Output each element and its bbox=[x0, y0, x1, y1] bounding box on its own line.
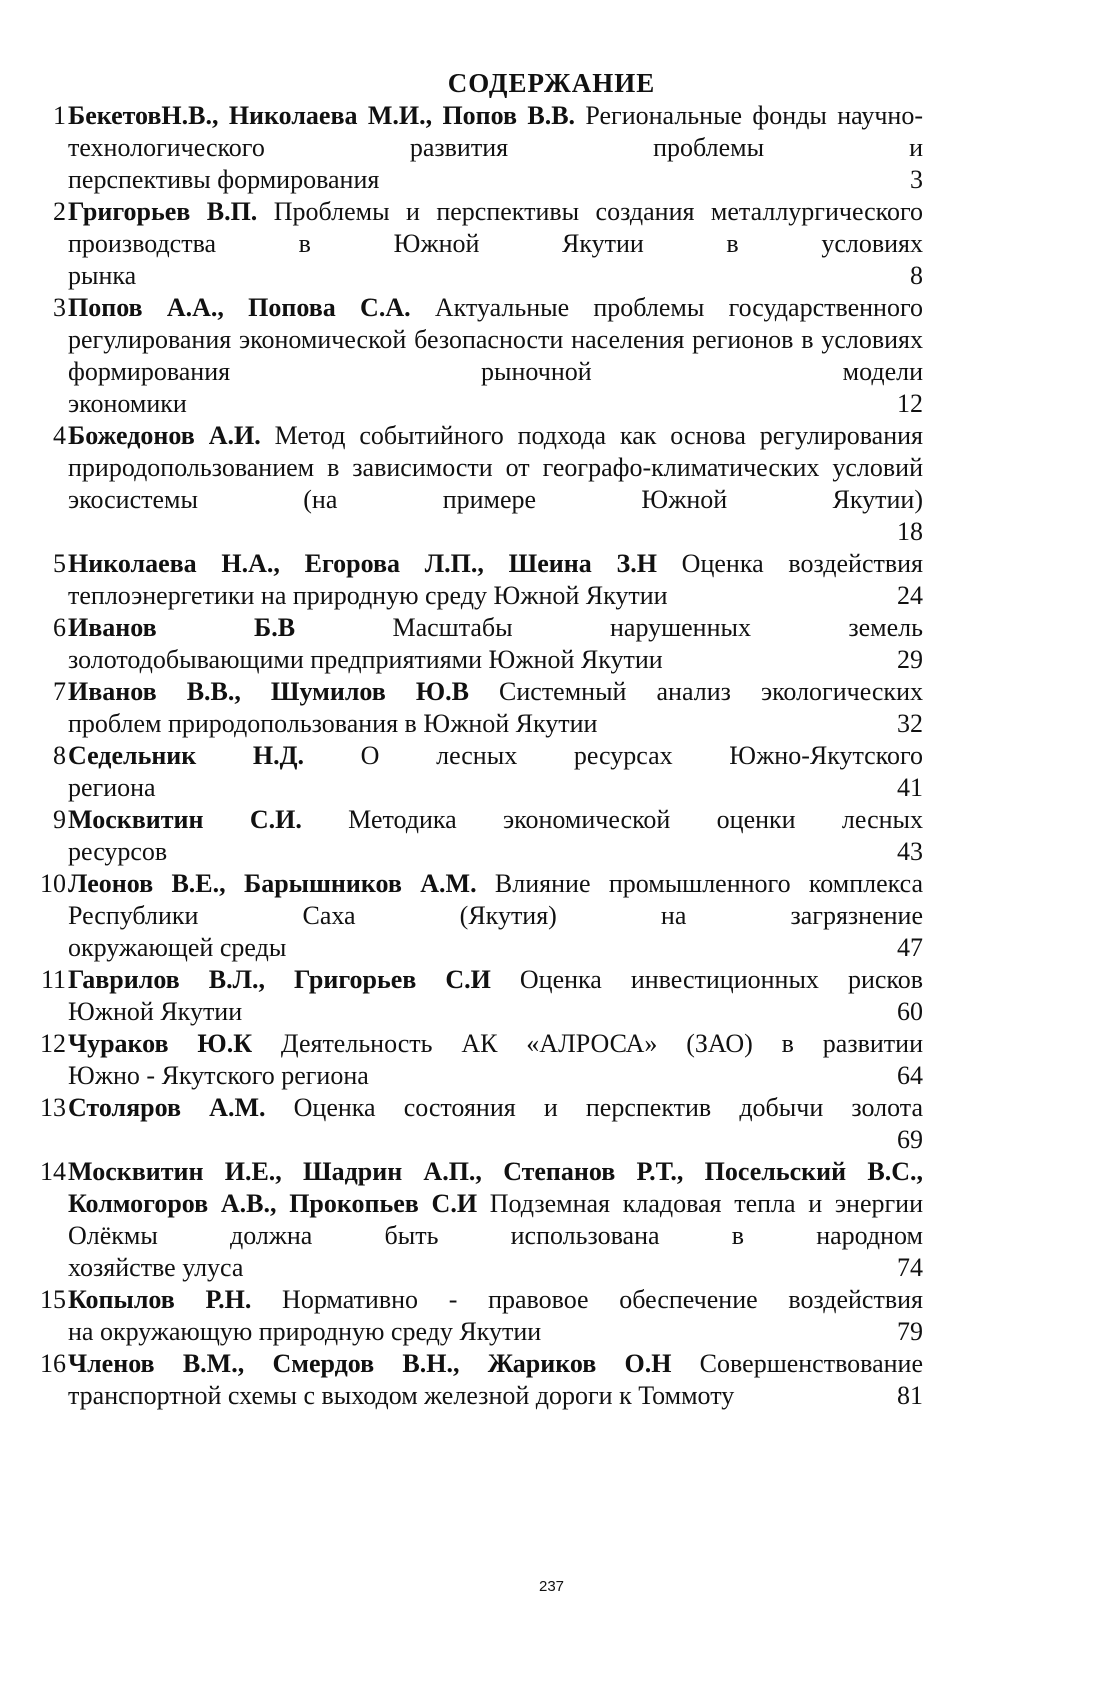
entry-title-end: проблем природопользования в Южной Якутии bbox=[68, 709, 598, 738]
entry-authors: Попов А.А., Попова С.А. bbox=[68, 293, 411, 322]
entry-title-end: экономики bbox=[68, 389, 187, 418]
toc-entry bbox=[0, 196, 1103, 292]
entry-title-end: на окружающую природную среду Якутии bbox=[68, 1317, 542, 1346]
entry-last-line bbox=[68, 1060, 923, 1092]
entry-title-end: окружающей среды bbox=[68, 933, 287, 962]
entry-text bbox=[68, 804, 923, 836]
entry-title: Масштабы нарушенных земель bbox=[295, 613, 924, 642]
entry-number: 1 bbox=[53, 101, 66, 130]
entry-text bbox=[68, 1156, 923, 1252]
entry-number: 15 bbox=[40, 1285, 66, 1314]
entry-last-line bbox=[68, 516, 923, 548]
entry-title-end: транспортной схемы с выходом железной дороги к Томмоту bbox=[68, 1381, 735, 1410]
entry-number: 4 bbox=[53, 421, 66, 450]
entry-last-line bbox=[68, 1316, 923, 1348]
entry-last-line bbox=[68, 580, 923, 612]
toc-entry bbox=[0, 420, 1103, 548]
entry-authors: Столяров А.М. bbox=[68, 1093, 266, 1122]
entry-authors: Копылов Р.Н. bbox=[68, 1285, 252, 1314]
entry-title: Деятельность АК «АЛРОСА» (ЗАО) в развитии bbox=[252, 1029, 923, 1058]
entry-title: Совершенствование bbox=[671, 1349, 924, 1378]
entry-last-line bbox=[68, 1124, 923, 1156]
entry-authors: БекетовН.В., Николаева М.И., Попов В.В. bbox=[68, 101, 576, 130]
entry-number: 12 bbox=[40, 1029, 66, 1058]
entry-title: Проблемы и перспективы создания металлургического производства в Южной Якутии в условиях bbox=[68, 197, 924, 258]
entry-title-end: Южной Якутии bbox=[68, 997, 243, 1026]
entry-page: 3 bbox=[910, 165, 923, 194]
entry-text bbox=[68, 1284, 923, 1316]
entry-authors: Григорьев В.П. bbox=[68, 197, 258, 226]
entry-authors: Членов В.М., Смердов В.Н., Жариков О.Н bbox=[68, 1349, 672, 1378]
entry-number: 5 bbox=[53, 549, 66, 578]
toc-entry bbox=[0, 1348, 1103, 1412]
entry-authors: Гаврилов В.Л., Григорьев С.И bbox=[68, 965, 491, 994]
entry-number: 8 bbox=[53, 741, 66, 770]
entry-last-line bbox=[68, 996, 923, 1028]
entry-text bbox=[68, 964, 923, 996]
entry-number: 13 bbox=[40, 1093, 66, 1122]
entry-page: 8 bbox=[910, 261, 923, 290]
entry-last-line bbox=[68, 388, 923, 420]
entry-number: 11 bbox=[40, 965, 66, 994]
entry-authors: Иванов В.В., Шумилов Ю.В bbox=[68, 677, 469, 706]
entry-title-end: ресурсов bbox=[68, 837, 168, 866]
entry-text bbox=[68, 100, 923, 164]
entry-title: Нормативно - правовое обеспечение воздействия bbox=[251, 1285, 923, 1314]
toc-entry bbox=[0, 292, 1103, 420]
toc-entry bbox=[0, 548, 1103, 612]
entry-page: 60 bbox=[897, 997, 923, 1026]
entry-text bbox=[68, 420, 923, 516]
entry-authors: Иванов Б.В bbox=[68, 613, 296, 642]
entry-page: 12 bbox=[897, 389, 923, 418]
entry-last-line bbox=[68, 260, 923, 292]
entry-title: Региональные фонды научно-технологического развития проблемы и bbox=[68, 101, 923, 162]
toc-entry bbox=[0, 676, 1103, 740]
entry-last-line bbox=[68, 644, 923, 676]
entry-page: 69 bbox=[897, 1125, 923, 1154]
entry-page: 29 bbox=[897, 645, 923, 674]
entry-text bbox=[68, 1348, 923, 1380]
entry-authors: Леонов В.Е., Барышников А.М. bbox=[68, 869, 477, 898]
entry-title-end: перспективы формирования bbox=[68, 165, 380, 194]
entry-title: Подземная кладовая тепла и энергии Олёкмы должна быть использована в народном bbox=[68, 1189, 923, 1250]
entry-title: Метод событийного подхода как основа регулирования природопользованием в зависимости от географо-климатических условий экосистемы (на примере Южной Якутии) bbox=[68, 421, 923, 514]
toc-entry bbox=[0, 1092, 1103, 1156]
entry-last-line bbox=[68, 1380, 923, 1412]
toc-entry bbox=[0, 1156, 1103, 1284]
entry-title: Системный анализ экологических bbox=[468, 677, 923, 706]
toc-entry bbox=[0, 1028, 1103, 1092]
entry-last-line bbox=[68, 932, 923, 964]
entry-title-end: рынка bbox=[68, 261, 137, 290]
entry-last-line bbox=[68, 772, 923, 804]
entry-title-end: хозяйстве улуса bbox=[68, 1253, 244, 1282]
entry-title: Оценка инвестиционных рисков bbox=[490, 965, 923, 994]
page-number: 237 bbox=[538, 1578, 565, 1595]
entry-page: 41 bbox=[897, 773, 923, 802]
entry-number: 16 bbox=[40, 1349, 66, 1378]
entry-authors: Москвитин С.И. bbox=[68, 805, 302, 834]
entry-text bbox=[68, 292, 923, 388]
entry-text bbox=[68, 868, 923, 932]
entry-title: Оценка воздействия bbox=[656, 549, 923, 578]
entry-title-end: золотодобывающими предприятиями Южной Якутии bbox=[68, 645, 663, 674]
entry-text bbox=[68, 1092, 923, 1124]
entry-title-end: Южно - Якутского региона bbox=[68, 1061, 369, 1090]
toc-heading: СОДЕРЖАНИЕ bbox=[447, 68, 656, 98]
entry-page: 79 bbox=[897, 1317, 923, 1346]
entry-text bbox=[68, 612, 923, 644]
entry-authors: Москвитин И.Е., Шадрин А.П., Степанов Р.Т., Посельский В.С., Колмогоров А.В., Прокопьев С.И bbox=[68, 1157, 923, 1218]
toc-entry bbox=[0, 868, 1103, 964]
toc-entry bbox=[0, 964, 1103, 1028]
entry-page: 74 bbox=[897, 1253, 923, 1282]
entry-text bbox=[68, 740, 923, 772]
entry-title: Методика экономической оценки лесных bbox=[301, 805, 923, 834]
entry-text bbox=[68, 196, 923, 260]
entry-number: 2 bbox=[53, 197, 66, 226]
entry-number: 3 bbox=[53, 293, 66, 322]
toc-entry bbox=[0, 612, 1103, 676]
entry-last-line bbox=[68, 164, 923, 196]
entry-title: Влияние промышленного комплекса Республики Саха (Якутия) на загрязнение bbox=[68, 869, 923, 930]
entry-title: О лесных ресурсах Южно-Якутского bbox=[304, 741, 924, 770]
toc-list bbox=[0, 100, 1103, 1412]
toc-entry bbox=[0, 804, 1103, 868]
entry-title: Оценка состояния и перспектив добычи золота bbox=[265, 1093, 923, 1122]
entry-page: 64 bbox=[897, 1061, 923, 1090]
entry-last-line bbox=[68, 836, 923, 868]
entry-number: 7 bbox=[53, 677, 66, 706]
entry-text bbox=[68, 1028, 923, 1060]
toc-entry bbox=[0, 1284, 1103, 1348]
entry-number: 9 bbox=[53, 805, 66, 834]
entry-title-end: региона bbox=[68, 773, 156, 802]
entry-number: 14 bbox=[40, 1157, 66, 1186]
entry-last-line bbox=[68, 1252, 923, 1284]
entry-page: 43 bbox=[897, 837, 923, 866]
entry-text bbox=[68, 548, 923, 580]
entry-page: 81 bbox=[897, 1381, 923, 1410]
entry-authors: Чураков Ю.К bbox=[68, 1029, 253, 1058]
entry-authors: Николаева Н.А., Егорова Л.П., Шеина З.Н bbox=[68, 549, 657, 578]
entry-text bbox=[68, 676, 923, 708]
entry-last-line bbox=[68, 708, 923, 740]
entry-page: 18 bbox=[897, 517, 923, 546]
toc-entry bbox=[0, 100, 1103, 196]
entry-number: 10 bbox=[40, 869, 66, 898]
entry-title-end: теплоэнергетики на природную среду Южной Якутии bbox=[68, 581, 668, 610]
entry-page: 47 bbox=[897, 933, 923, 962]
entry-authors: Божедонов А.И. bbox=[68, 421, 261, 450]
entry-authors: Седельник Н.Д. bbox=[68, 741, 305, 770]
entry-page: 32 bbox=[897, 709, 923, 738]
entry-title: Актуальные проблемы государственного регулирования экономической безопасности населения регионов в условиях формирования рыночной модели bbox=[68, 293, 923, 386]
entry-page: 24 bbox=[897, 581, 923, 610]
entry-number: 6 bbox=[53, 613, 66, 642]
toc-entry bbox=[0, 740, 1103, 804]
